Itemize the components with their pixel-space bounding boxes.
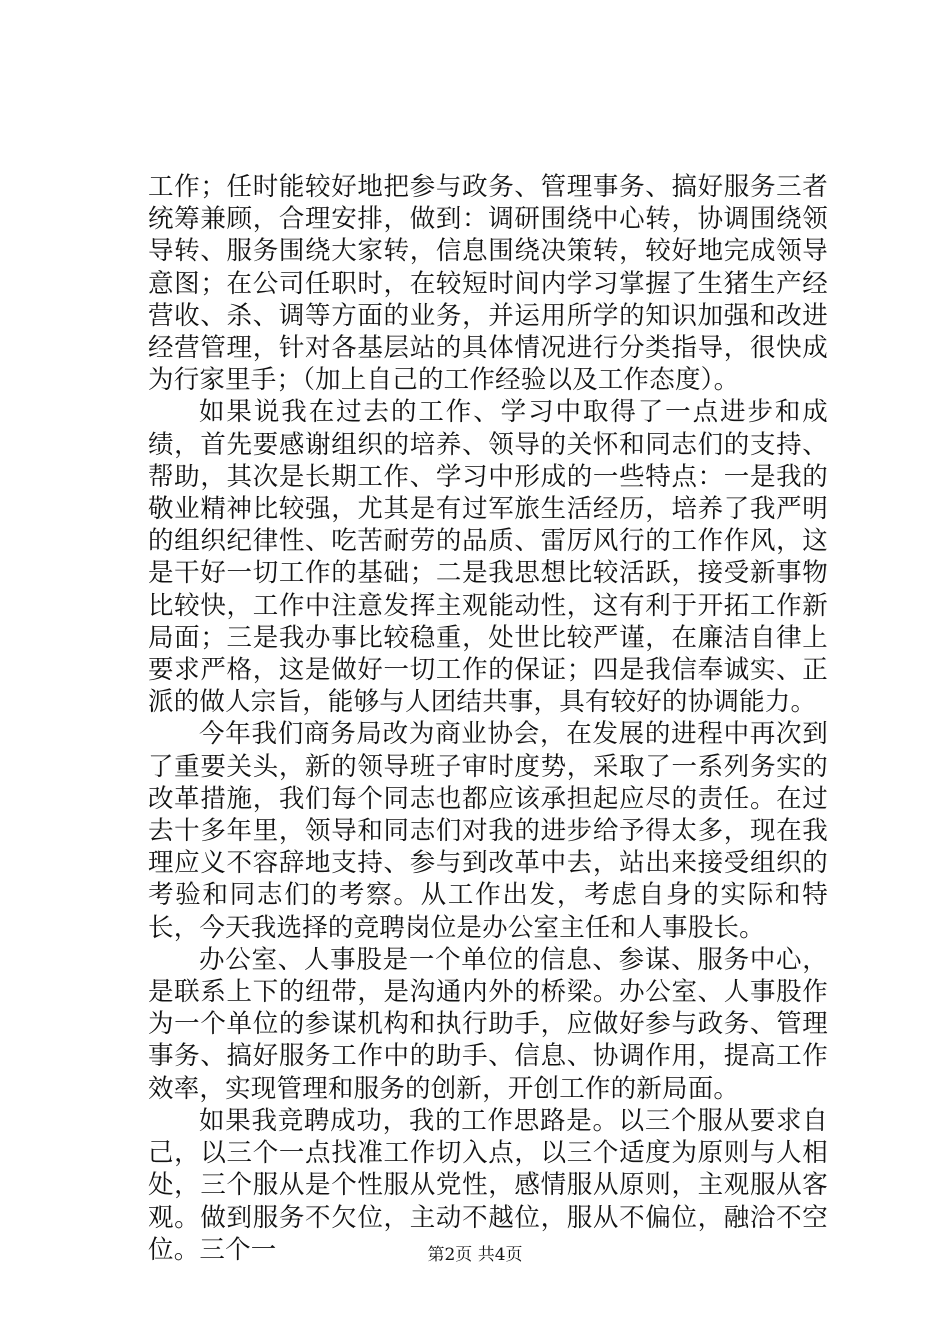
paragraph-1: 工作；任时能较好地把参与政务、管理事务、搞好服务三者统筹兼顾，合理安排，做到：调研围绕中心转，协调围绕领导转、服务围绕大家转，信息围绕决策转，较好地完成领导意图；在公司任职时，在较短时间内学习掌握了生猪生产经营收、杀、调等方面的业务，并运用所学的知识加强和改进经营管理，针对各基层站的具体情况进行分类指导，很快成为行家里手；（加上自己的工作经验以及工作态度）。 <box>148 172 828 396</box>
page-number-footer: 第2页 共4页 <box>427 1245 523 1265</box>
paragraph-3: 今年我们商务局改为商业协会，在发展的进程中再次到了重要关头，新的领导班子审时度势，采取了一系列务实的改革措施，我们每个同志也都应该承担起应尽的责任。在过去十多年里，领导和同志们对我的进步给予得太多，现在我理应义不容辞地支持、参与到改革中去，站出来接受组织的考验和同志们的考察。从工作出发，考虑自身的实际和特长，今天我选择的竞聘岗位是办公室主任和人事股长。 <box>148 719 828 943</box>
paragraph-2: 如果说我在过去的工作、学习中取得了一点进步和成绩，首先要感谢组织的培养、领导的关怀和同志们的支持、帮助，其次是长期工作、学习中形成的一些特点：一是我的敬业精神比较强，尤其是有过军旅生活经历，培养了我严明的组织纪律性、吃苦耐劳的品质、雷厉风行的工作作风，这是干好一切工作的基础；二是我思想比较活跃，接受新事物比较快，工作中注意发挥主观能动性，这有利于开拓工作新局面；三是我办事比较稳重，处世比较严谨，在廉洁自律上要求严格，这是做好一切工作的保证；四是我信奉诚实、正派的做人宗旨，能够与人团结共事，具有较好的协调能力。 <box>148 397 828 718</box>
paragraph-4: 办公室、人事股是一个单位的信息、参谋、服务中心，是联系上下的纽带，是沟通内外的桥梁。办公室、人事股作为一个单位的参谋机构和执行助手，应做好参与政务、管理事务、搞好服务工作中的助手、信息、协调作用，提高工作效率，实现管理和服务的创新，开创工作的新局面。 <box>148 944 828 1104</box>
document-body <box>148 171 828 1266</box>
paragraph-5: 如果我竞聘成功，我的工作思路是。以三个服从要求自己，以三个一点找准工作切入点，以三个适度为原则与人相处，三个服从是个性服从党性，感情服从原则，主观服从客观。做到服务不欠位，主动不越位，服从不偏位，融洽不空位。三个一 <box>148 1105 828 1265</box>
